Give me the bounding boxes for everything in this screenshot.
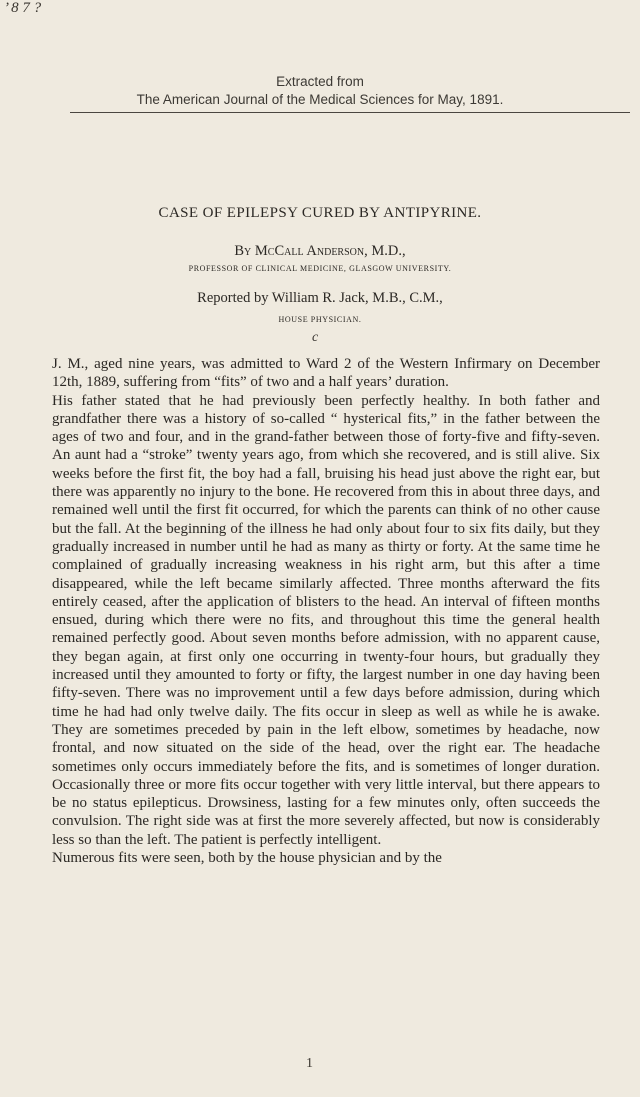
- ornament-mark: c: [312, 330, 319, 345]
- paragraph-observations: Numerous fits were seen, both by the house physician and by the: [52, 850, 442, 867]
- header-rule: [70, 112, 630, 113]
- extract-source-journal: The American Journal of the Medical Sciences for May, 1891.: [136, 92, 504, 107]
- author-affiliation: PROFESSOR OF CLINICAL MEDICINE, GLASGOW UNIVERSITY.: [188, 264, 452, 273]
- paragraph-admission: J. M., aged nine years, was admitted to Ward 2 of the Western Infirmary on December 12th, 1889, suffering from “fits” of two and a half years’ duration.: [52, 356, 600, 391]
- handwritten-corner-note: ’ 8 7 ?: [4, 0, 42, 16]
- extract-source-label: Extracted from: [276, 74, 364, 89]
- reporter-byline: Reported by William R. Jack, M.B., C.M.,: [197, 290, 443, 306]
- reporter-affiliation: HOUSE PHYSICIAN.: [278, 315, 362, 324]
- paragraph-history: His father stated that he had previously been perfectly healthy. In both father and grandfather there was a history of so-called “ hysterical fits,” in the father between the ages of two and four, and in the grand-father between those of forty-five and fifty-seven. An aunt had a “stroke” twenty years ago, from which she recovered, and is still alive. Six weeks before the first fit, the boy had a fall, bruising his head just above the right ear, but there was apparently no injury to the bone. He recovered from this in about three days, and remained well until the first fit occurred, for which the parents can think of no other cause but the fall. At the beginning of the illness he had only about four to six fits daily, but they gradually increased in number until he had as many as thirty or forty. At the same time he complained of gradually increasing weakness in his right arm, but this after a time disappeared, while the left became similarly affected. Three months afterward the fits entirely ceased, after the application of blisters to the head. An interval of fifteen months ensued, during which there were no fits, and throughout this time the general health remained perfectly good. About seven months before admission, with no apparent cause, they began again, at first only one occurring in twenty-four hours, but gradually they increased until they amounted to forty or fifty, the largest number in one day having been fifty-seven. There was no improvement until a few days before admission, during which time he had had only twelve daily. The fits occur in sleep as well as while he is awake. They are sometimes preceded by pain in the left elbow, sometimes by headache, now frontal, and now situated on the side of the head, over the right ear. The headache sometimes only occurs immediately before the fits, and is sometimes of longer duration. Occasionally three or more fits occur together with very little interval, but there appears to be no status epilepticus. Drowsiness, lasting for a few minutes only, often succeeds the convulsion. The right side was at first the more severely affected, but now is considerably less so than the left. The patient is perfectly intelligent.: [52, 392, 600, 848]
- article-body: [52, 355, 600, 867]
- author-byline: By McCall Anderson, M.D.,: [234, 243, 406, 259]
- page-mark: 1: [306, 1056, 313, 1071]
- article-title: CASE OF EPILEPSY CURED BY ANTIPYRINE.: [158, 205, 482, 221]
